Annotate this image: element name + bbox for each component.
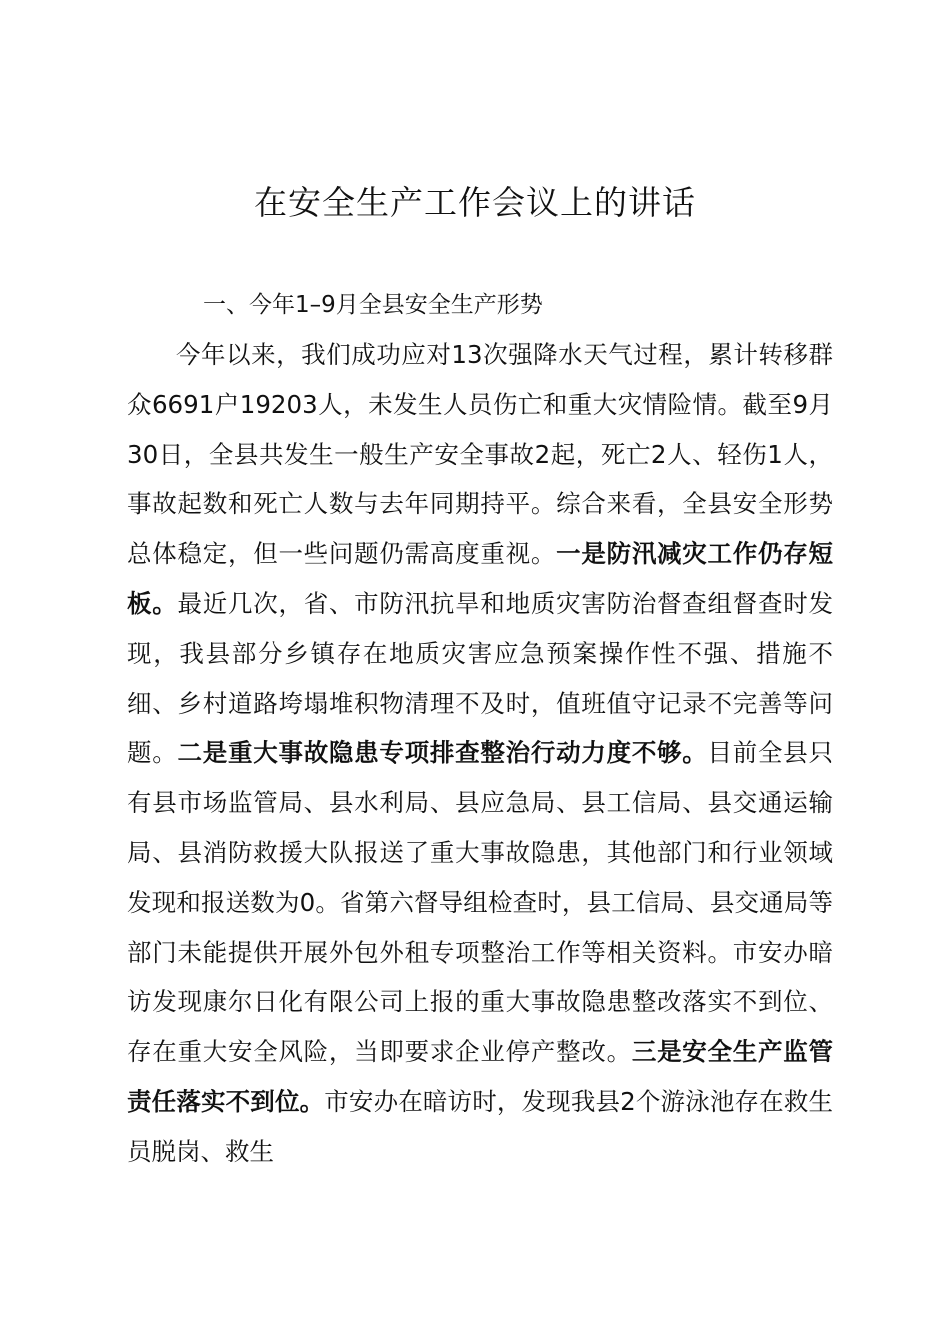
paragraph-bold-text: 三是安全生产监管责任落实不到位。 bbox=[127, 1037, 834, 1116]
paragraph-text: 市安办在暗访时，发现我县2个游泳池存在救生员脱岗、救生 bbox=[127, 1086, 833, 1166]
body-paragraph bbox=[127, 330, 833, 1177]
paragraph-bold-text: 二是重大事故隐患专项排查整治行动力度不够。 bbox=[177, 738, 708, 768]
paragraph-text: 最近几次，省、市防汛抗旱和地质灾害防治督查组督查时发现，我县部分乡镇存在地质灾害应急预案操作性不强、措施不细、乡村道路垮塌堆积物清理不及时，值班值守记录不完善等问题。 bbox=[127, 588, 834, 768]
section-heading: 一、今年1–9月全县安全生产形势 bbox=[203, 292, 543, 318]
paragraph-text: 今年以来，我们成功应对13次强降水天气过程，累计转移群众6691户19203人，未发生人员伤亡和重大灾情险情。截至9月30日，全县共发生一般生产安全事故2起，死亡2人、轻伤1人，事故起数和死亡人数与去年同期持平。综合来看，全县安全形势总体稳定，但一些问题仍需高度重视。 bbox=[127, 340, 833, 569]
paragraph-bold-text: 一是防汛减灾工作仍存短板。 bbox=[127, 539, 834, 618]
paragraph-text: 目前全县只有县市场监管局、县水利局、县应急局、县工信局、县交通运输局、县消防救援大队报送了重大事故隐患，其他部门和行业领域发现和报送数为0。省第六督导组检查时，县工信局、县交通局等部门未能提供开展外包外租专项整治工作等相关资料。市安办暗访发现康尔日化有限公司上报的重大事故隐患整改落实不到位、存在重大安全风险，当即要求企业停产整改。 bbox=[127, 738, 834, 1067]
document-title: 在安全生产工作会议上的讲话 bbox=[254, 183, 696, 222]
